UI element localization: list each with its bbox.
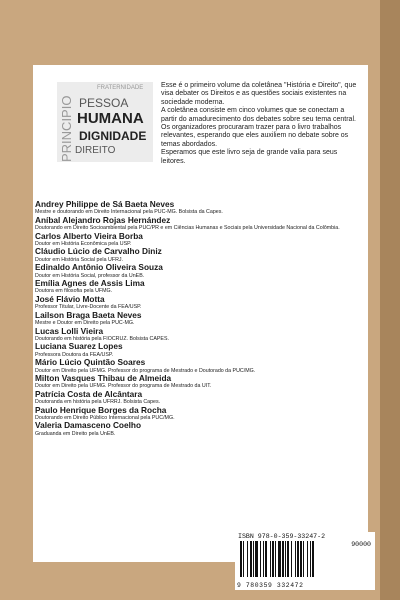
author-description: Doutorando em Direito Público Internacional pela PUC/MG. bbox=[35, 414, 175, 421]
word-cloud-image bbox=[57, 82, 153, 162]
author-description: Doutor em Direito pela UFMG. Professor do programa de Mestrado e Doutorado da PUC/MG. bbox=[35, 367, 256, 374]
barcode-bar bbox=[312, 541, 314, 577]
barcode-bar bbox=[285, 541, 286, 577]
author-description: Doutor em História Social, professor da UnEB. bbox=[35, 272, 145, 279]
author-description: Mestre e Doutor em Direito pela PUC-MG. bbox=[35, 320, 135, 327]
barcode-bar bbox=[263, 541, 264, 577]
author-name: Edinaldo Antônio Oliveira Souza bbox=[35, 262, 163, 273]
barcode-bar bbox=[291, 541, 292, 577]
author-name: Lailson Braga Baeta Neves bbox=[35, 309, 142, 320]
author-entry bbox=[35, 232, 365, 248]
author-description: Doutora em filosofia pela UFMG. bbox=[35, 288, 113, 295]
author-name: Paulo Henrique Borges da Rocha bbox=[35, 404, 167, 415]
author-description: Mestre e doutorando em Direito Internacional pela PUC-MG. Bolsista da Capes. bbox=[35, 209, 223, 216]
barcode-bar bbox=[297, 541, 299, 577]
author-entry bbox=[35, 421, 365, 437]
author-description: Doutor em Direito pela UFMG. Professor do programa de Mestrado da UIT. bbox=[35, 383, 212, 390]
author-entry bbox=[35, 216, 365, 232]
word-cloud-word: DIGNIDADE bbox=[79, 129, 147, 143]
barcode-bar bbox=[282, 541, 284, 577]
author-name: José Flávio Motta bbox=[35, 293, 105, 304]
barcode-bar bbox=[247, 541, 248, 577]
author-entry bbox=[35, 311, 365, 327]
author-description: Professor Titular, Livre-Docente da FEA/USP. bbox=[35, 304, 142, 311]
back-cover-panel bbox=[33, 65, 368, 562]
price-code: 90000 bbox=[351, 541, 371, 548]
intro-paragraph: Esperamos que este livro seja de grande valia para seus leitores. bbox=[161, 149, 338, 165]
author-description: Doutor em História Econômica pela USP. bbox=[35, 241, 132, 248]
barcode-digits: 9 780359 332472 bbox=[237, 582, 304, 589]
author-entry bbox=[35, 374, 365, 390]
barcode-bar bbox=[265, 541, 267, 577]
author-entry bbox=[35, 200, 365, 216]
barcode-bar bbox=[275, 541, 276, 577]
author-name: Cláudio Lúcio de Carvalho Diniz bbox=[35, 246, 162, 257]
barcode-bar bbox=[243, 541, 244, 577]
barcode-bar bbox=[278, 541, 281, 577]
barcode-bar bbox=[250, 541, 252, 577]
word-cloud-word: PESSOA bbox=[79, 96, 129, 110]
author-entry bbox=[35, 263, 365, 279]
intro-paragraph: Esse é o primeiro volume da coletânea "História e Direito", que visa debater os Direitos e as questões sociais existentes na sociedade moderna. bbox=[161, 82, 357, 106]
author-entry bbox=[35, 247, 365, 263]
intro-text bbox=[161, 82, 361, 166]
author-name: Emília Agnes de Assis Lima bbox=[35, 278, 145, 289]
barcode-bar bbox=[255, 541, 258, 577]
barcode-bar bbox=[307, 541, 308, 577]
author-name: Mário Lúcio Quintão Soares bbox=[35, 357, 146, 368]
author-name: Luciana Suarez Lopes bbox=[35, 341, 123, 352]
barcode-bar bbox=[295, 541, 296, 577]
barcode-bar bbox=[287, 541, 289, 577]
author-description: Doutoranda em história pela UFRRJ. Bolsista Capes. bbox=[35, 399, 161, 406]
author-description: Graduanda em Direito pela UnEB. bbox=[35, 430, 116, 437]
barcode-bar bbox=[260, 541, 261, 577]
author-entry bbox=[35, 327, 365, 343]
author-entry bbox=[35, 406, 365, 422]
author-name: Andrey Philippe de Sá Baeta Neves bbox=[35, 199, 175, 209]
author-list bbox=[35, 200, 365, 437]
barcode-bar bbox=[253, 541, 254, 577]
author-entry bbox=[35, 390, 365, 406]
author-name: Aníbal Alejandro Rojas Hernández bbox=[35, 214, 171, 225]
author-name: Milton Vasques Thibau de Almeida bbox=[35, 372, 172, 383]
author-name: Carlos Alberto Vieira Borba bbox=[35, 230, 143, 241]
barcode-bars bbox=[239, 541, 339, 579]
author-description: Doutor em História Social pela UFRJ. bbox=[35, 256, 124, 263]
barcode-bar bbox=[303, 541, 304, 577]
isbn-barcode bbox=[235, 532, 375, 590]
barcode-bar bbox=[272, 541, 274, 577]
author-name: Valeria Damasceno Coelho bbox=[35, 420, 142, 431]
intro-paragraph: A coletânea consiste em cinco volumes que se conectam a partir do amadurecimento dos debates sobre seu tema central. bbox=[161, 107, 356, 123]
isbn-label: ISBN 978-0-359-33247-2 bbox=[238, 533, 326, 540]
book-spine bbox=[380, 0, 400, 600]
author-description: Doutorando em história pela FIOCRUZ. Bolsista CAPES. bbox=[35, 335, 169, 342]
word-cloud-word: HUMANA bbox=[77, 110, 144, 127]
author-entry bbox=[35, 295, 365, 311]
author-entry bbox=[35, 279, 365, 295]
author-description: Doutorando em Direito Socioambiental pela PUC/PR e em Ciências Humanas e Sociais pela Universidade Nacional da Colômbia. bbox=[35, 225, 340, 232]
barcode-bar bbox=[310, 541, 311, 577]
author-name: Lucas Lolli Vieira bbox=[35, 325, 104, 336]
word-cloud-word: DIREITO bbox=[75, 145, 116, 156]
word-cloud-word: FRATERNIDADE bbox=[97, 85, 144, 91]
author-entry bbox=[35, 342, 365, 358]
barcode-bar bbox=[300, 541, 302, 577]
author-entry bbox=[35, 358, 365, 374]
word-cloud-word: PRINCIPIO bbox=[59, 95, 74, 162]
intro-paragraph: Os organizadores procuraram trazer para o livro trabalhos relevantes, esperando que eles auxiliem no debate sobre os temas abordados. bbox=[161, 124, 349, 148]
barcode-bar bbox=[240, 541, 242, 577]
barcode-bar bbox=[270, 541, 271, 577]
author-name: Patrícia Costa de Alcântara bbox=[35, 388, 143, 399]
author-description: Professora Doutora da FEA/USP. bbox=[35, 351, 114, 358]
